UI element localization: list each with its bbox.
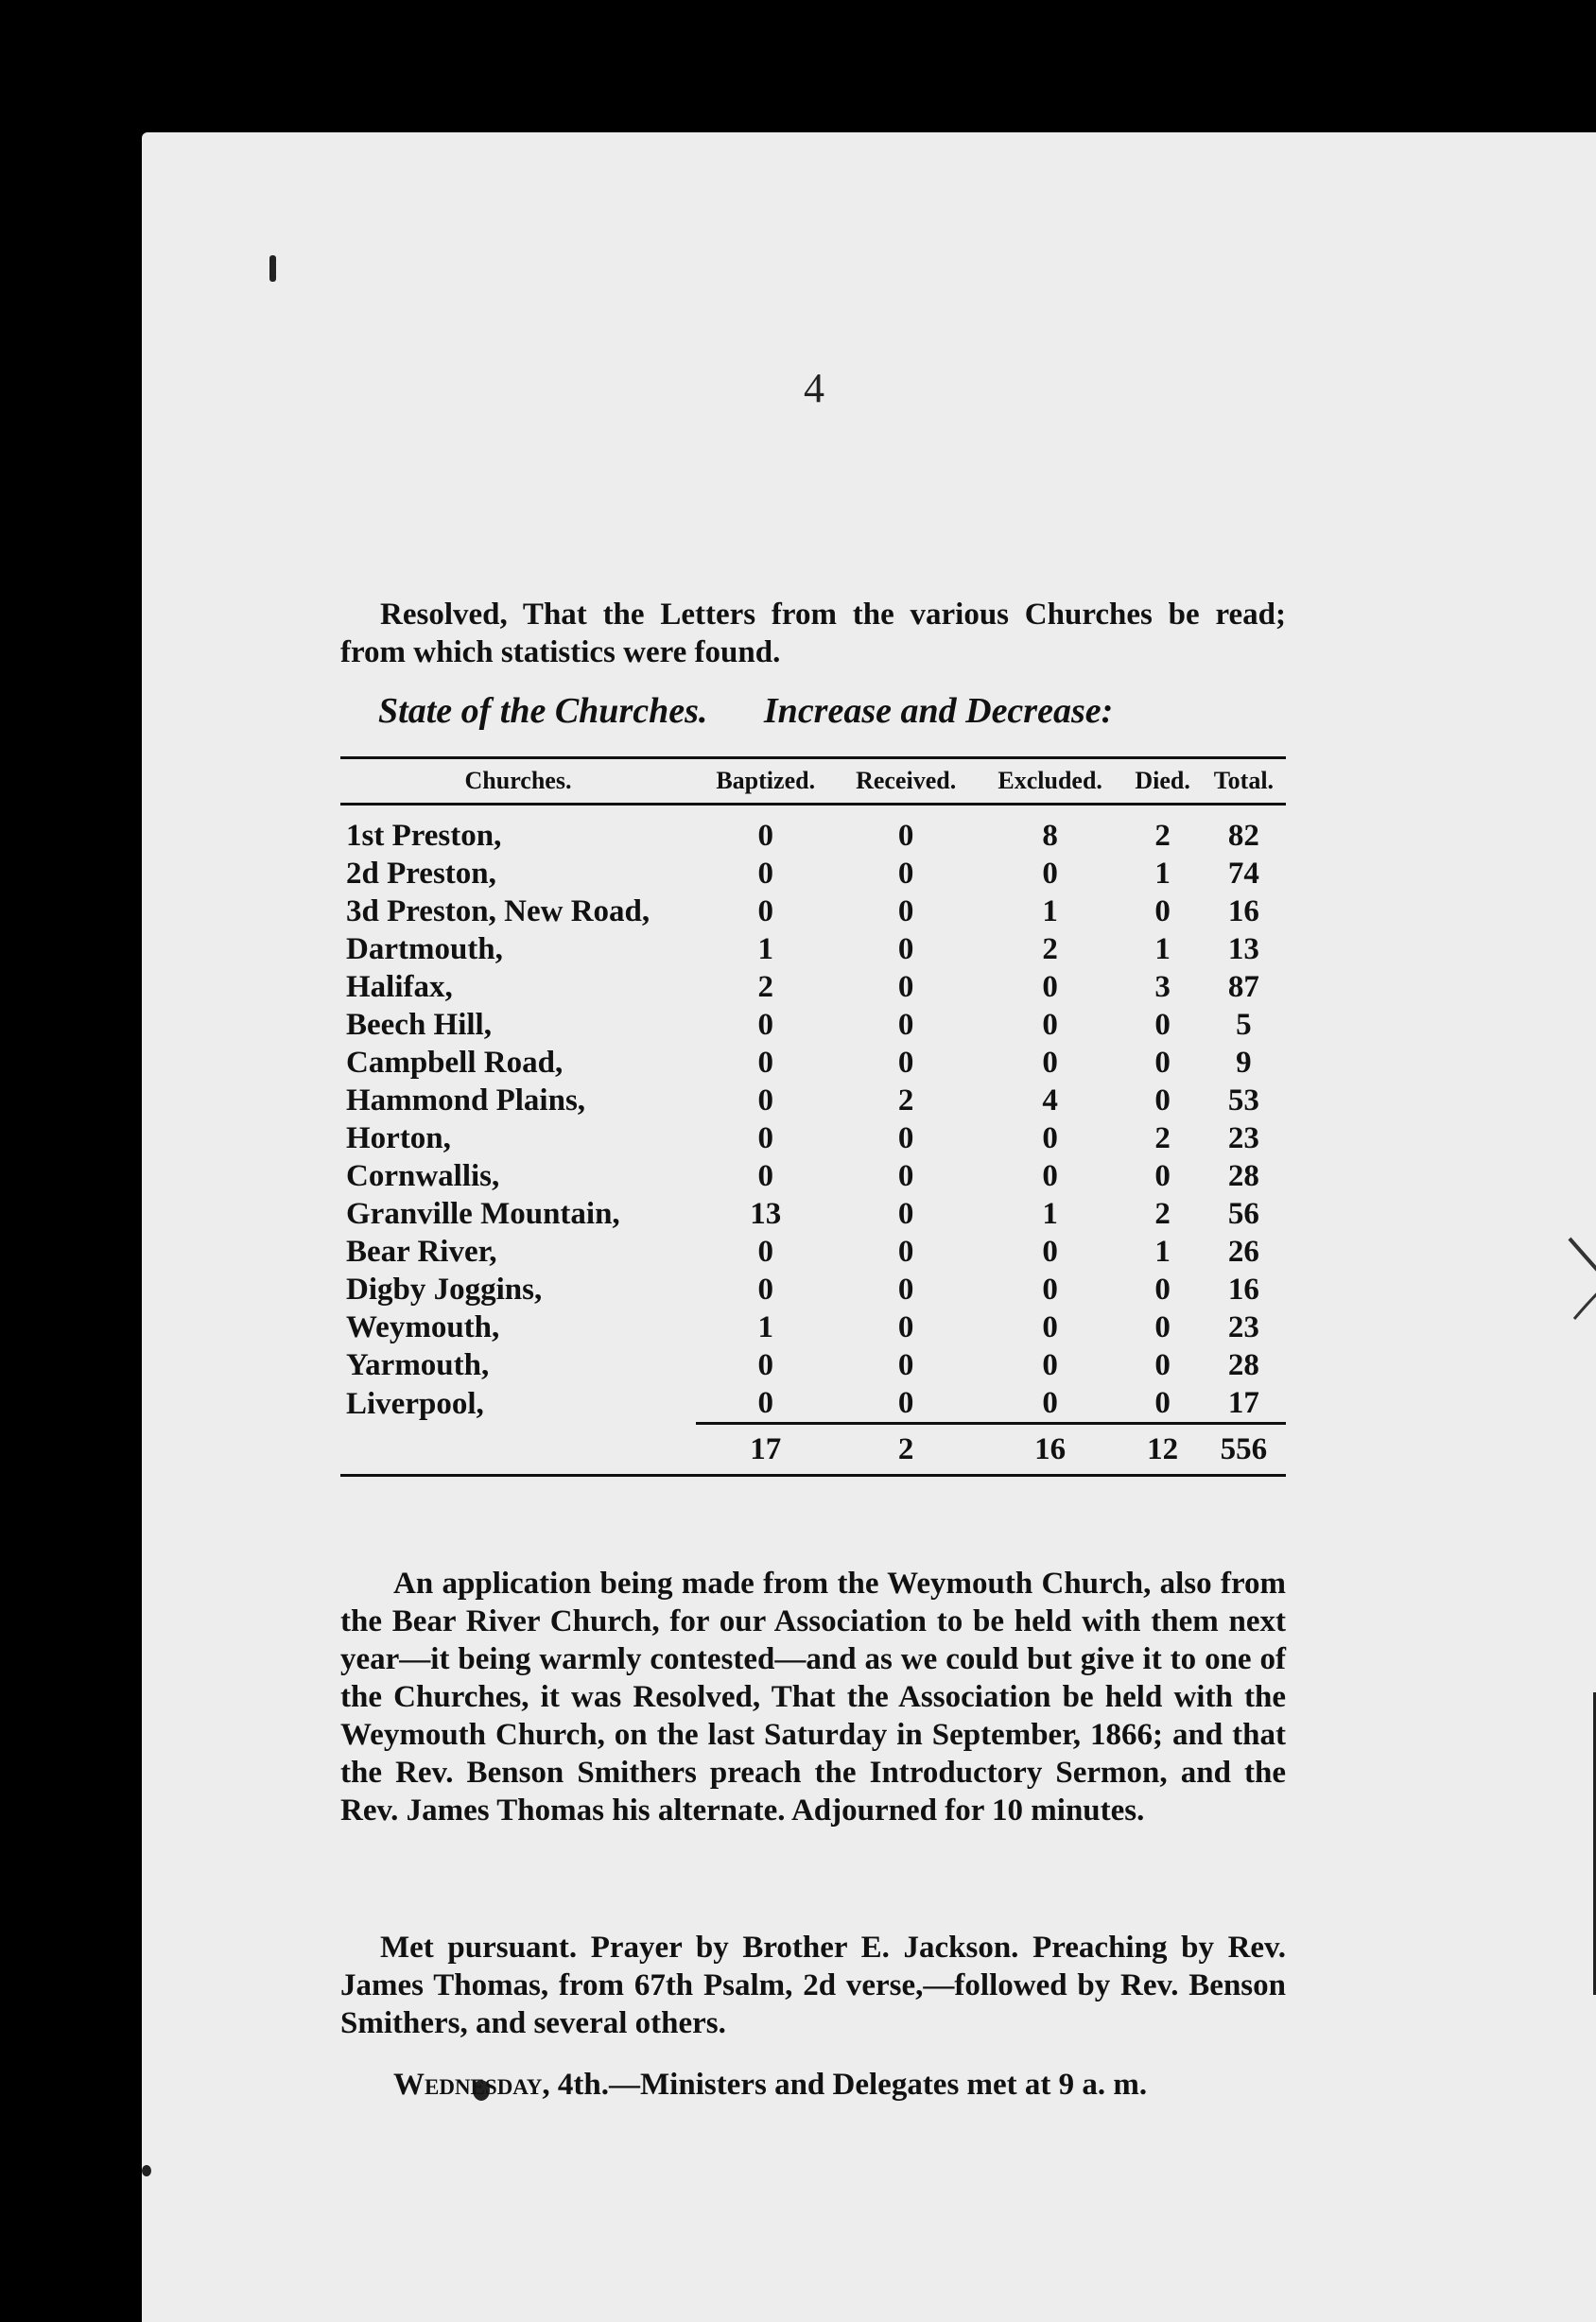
value-cell: 0 bbox=[1154, 1046, 1171, 1080]
value-cell: 1 bbox=[757, 932, 773, 966]
value-cell: 87 bbox=[1227, 970, 1259, 1004]
value-cell: 0 bbox=[897, 894, 914, 928]
ink-speck bbox=[269, 255, 276, 282]
table-row bbox=[340, 1044, 1286, 1082]
value-cell: 0 bbox=[757, 1235, 773, 1269]
church-name-cell: Hammond Plains, bbox=[346, 1083, 586, 1118]
church-name-cell: Bear River, bbox=[346, 1235, 497, 1269]
value-cell: 0 bbox=[897, 970, 914, 1004]
value-cell: 0 bbox=[1154, 1273, 1171, 1307]
value-cell: 28 bbox=[1227, 1159, 1259, 1193]
value-cell: 0 bbox=[757, 1083, 773, 1118]
value-cell: 0 bbox=[1042, 1121, 1058, 1155]
value-cell: 1 bbox=[1154, 1235, 1171, 1269]
header-received: Received. bbox=[835, 758, 976, 805]
value-cell: 0 bbox=[757, 1008, 773, 1042]
table-header-row bbox=[340, 758, 1286, 805]
header-died: Died. bbox=[1123, 758, 1201, 805]
document-page bbox=[142, 132, 1596, 2322]
value-cell: 0 bbox=[757, 1121, 773, 1155]
wednesday-rest: , 4th.—Ministers and Delegates met at 9 a. m. bbox=[542, 2068, 1148, 2102]
value-cell: 0 bbox=[1042, 1273, 1058, 1307]
value-cell: 0 bbox=[897, 1386, 914, 1420]
wednesday-day: Wednesday bbox=[393, 2068, 543, 2102]
value-cell: 5 bbox=[1236, 1008, 1252, 1042]
value-cell: 2 bbox=[1154, 1121, 1171, 1155]
value-cell: 0 bbox=[1154, 1348, 1171, 1382]
heading-right: Increase and Decrease: bbox=[763, 691, 1114, 731]
value-cell: 17 bbox=[1227, 1386, 1259, 1420]
value-cell: 74 bbox=[1227, 857, 1259, 891]
value-cell: 0 bbox=[757, 819, 773, 853]
table-row bbox=[340, 1006, 1286, 1044]
value-cell: 0 bbox=[757, 1348, 773, 1382]
value-cell: 0 bbox=[1042, 1348, 1058, 1382]
value-cell: 0 bbox=[1154, 1386, 1171, 1420]
church-name-cell: 1st Preston, bbox=[346, 819, 502, 853]
table-row bbox=[340, 855, 1286, 892]
value-cell: 23 bbox=[1227, 1310, 1259, 1344]
value-cell: 53 bbox=[1227, 1083, 1259, 1118]
value-cell: 9 bbox=[1236, 1046, 1252, 1080]
wednesday-paragraph bbox=[340, 2066, 1286, 2104]
value-cell: 56 bbox=[1227, 1197, 1259, 1231]
value-cell: 0 bbox=[1154, 1159, 1171, 1193]
church-name-cell: Campbell Road, bbox=[346, 1046, 564, 1080]
value-cell: 16 bbox=[1227, 894, 1259, 928]
value-cell: 0 bbox=[897, 932, 914, 966]
value-cell: 0 bbox=[1042, 1386, 1058, 1420]
church-name-cell: Digby Joggins, bbox=[346, 1273, 543, 1307]
value-cell: 0 bbox=[1042, 1159, 1058, 1193]
value-cell: 1 bbox=[1042, 894, 1058, 928]
value-cell: 2 bbox=[1042, 932, 1058, 966]
binding-knot bbox=[1565, 1229, 1596, 1333]
header-total: Total. bbox=[1202, 758, 1286, 805]
table-row bbox=[340, 1119, 1286, 1157]
church-name-cell: 2d Preston, bbox=[346, 857, 496, 891]
header-baptized: Baptized. bbox=[696, 758, 835, 805]
value-cell: 2 bbox=[1154, 819, 1171, 853]
value-cell: 0 bbox=[897, 1197, 914, 1231]
value-cell: 0 bbox=[897, 1273, 914, 1307]
heading-left: State of the Churches. bbox=[378, 691, 708, 731]
totals-row bbox=[340, 1424, 1286, 1476]
value-cell: 0 bbox=[1154, 1083, 1171, 1118]
value-cell: 1 bbox=[1154, 857, 1171, 891]
value-cell: 0 bbox=[1154, 1310, 1171, 1344]
value-cell: 0 bbox=[1042, 857, 1058, 891]
table-row bbox=[340, 968, 1286, 1006]
table-row bbox=[340, 1082, 1286, 1119]
value-cell: 0 bbox=[897, 1121, 914, 1155]
table-row bbox=[340, 805, 1286, 856]
application-paragraph: An application being made from the Weymouth Church, also from the Bear River Church, for our Association to be held with them next year—it being warmly contested—and as we could but give it to one of the Churches, it was Resolved, That the Association be held with the Weymouth Church, on the last Saturday in September, 1866; and that the Rev. Benson Smithers preach the Introductory Sermon, and the Rev. James Thomas his alternate. Adjourned for 10 minutes. bbox=[340, 1567, 1286, 1828]
page-number: 4 bbox=[804, 365, 824, 411]
total-baptized: 17 bbox=[696, 1424, 835, 1476]
totals-label bbox=[340, 1424, 696, 1476]
church-name-cell: Yarmouth, bbox=[346, 1348, 490, 1382]
total-received: 2 bbox=[835, 1424, 976, 1476]
table-body bbox=[340, 805, 1286, 1424]
value-cell: 0 bbox=[897, 1159, 914, 1193]
value-cell: 3 bbox=[1154, 970, 1171, 1004]
value-cell: 0 bbox=[757, 1386, 773, 1420]
value-cell: 0 bbox=[897, 1348, 914, 1382]
church-name-cell: 3d Preston, New Road, bbox=[346, 894, 651, 928]
total-died: 12 bbox=[1123, 1424, 1201, 1476]
value-cell: 16 bbox=[1227, 1273, 1259, 1307]
value-cell: 0 bbox=[757, 1273, 773, 1307]
value-cell: 0 bbox=[1042, 1046, 1058, 1080]
total-excluded: 16 bbox=[977, 1424, 1124, 1476]
value-cell: 0 bbox=[757, 1159, 773, 1193]
value-cell: 13 bbox=[750, 1197, 782, 1231]
value-cell: 0 bbox=[757, 857, 773, 891]
table-row bbox=[340, 1384, 1286, 1424]
value-cell: 8 bbox=[1042, 819, 1058, 853]
church-name-cell: Beech Hill, bbox=[346, 1008, 492, 1042]
value-cell: 0 bbox=[897, 1008, 914, 1042]
value-cell: 2 bbox=[757, 970, 773, 1004]
value-cell: 23 bbox=[1227, 1121, 1259, 1155]
table-row bbox=[340, 1233, 1286, 1271]
value-cell: 2 bbox=[897, 1083, 914, 1118]
value-cell: 0 bbox=[1042, 1310, 1058, 1344]
value-cell: 2 bbox=[1154, 1197, 1171, 1231]
resolved-paragraph: Resolved, That the Letters from the various Churches be read; from which statistics were found. bbox=[340, 598, 1286, 669]
value-cell: 13 bbox=[1227, 932, 1259, 966]
church-name-cell: Halifax, bbox=[346, 970, 453, 1004]
value-cell: 0 bbox=[897, 857, 914, 891]
value-cell: 0 bbox=[1042, 1008, 1058, 1042]
table-row bbox=[340, 1308, 1286, 1346]
value-cell: 0 bbox=[1042, 1235, 1058, 1269]
value-cell: 0 bbox=[1042, 970, 1058, 1004]
value-cell: 28 bbox=[1227, 1348, 1259, 1382]
church-statistics-table bbox=[340, 756, 1286, 1477]
church-name-cell: Cornwallis, bbox=[346, 1159, 500, 1193]
table-heading bbox=[378, 690, 1286, 732]
value-cell: 1 bbox=[1154, 932, 1171, 966]
table-row bbox=[340, 930, 1286, 968]
church-name-cell: Liverpool, bbox=[346, 1386, 484, 1421]
value-cell: 0 bbox=[897, 1046, 914, 1080]
value-cell: 1 bbox=[1042, 1197, 1058, 1231]
church-name-cell: Dartmouth, bbox=[346, 932, 503, 966]
table-row bbox=[340, 1195, 1286, 1233]
value-cell: 0 bbox=[897, 819, 914, 853]
church-name-cell: Horton, bbox=[346, 1121, 451, 1155]
header-excluded: Excluded. bbox=[977, 758, 1124, 805]
value-cell: 0 bbox=[757, 1046, 773, 1080]
value-cell: 0 bbox=[897, 1235, 914, 1269]
table-row bbox=[340, 1157, 1286, 1195]
value-cell: 26 bbox=[1227, 1235, 1259, 1269]
table-row bbox=[340, 892, 1286, 930]
header-churches: Churches. bbox=[340, 758, 696, 805]
total-total: 556 bbox=[1202, 1424, 1286, 1476]
church-name-cell: Weymouth, bbox=[346, 1310, 500, 1344]
value-cell: 4 bbox=[1042, 1083, 1058, 1118]
table-row bbox=[340, 1346, 1286, 1384]
met-pursuant-paragraph: Met pursuant. Prayer by Brother E. Jackson. Preaching by Rev. James Thomas, from 67th Psalm, 2d verse,—followed by Rev. Benson Smithers, and several others. bbox=[340, 1931, 1286, 2040]
value-cell: 0 bbox=[757, 894, 773, 928]
church-name-cell: Granville Mountain, bbox=[346, 1197, 620, 1231]
value-cell: 0 bbox=[1154, 894, 1171, 928]
value-cell: 0 bbox=[897, 1310, 914, 1344]
value-cell: 0 bbox=[1154, 1008, 1171, 1042]
ink-speck bbox=[142, 2165, 151, 2176]
table-row bbox=[340, 1271, 1286, 1308]
value-cell: 1 bbox=[757, 1310, 773, 1344]
value-cell: 82 bbox=[1227, 819, 1259, 853]
